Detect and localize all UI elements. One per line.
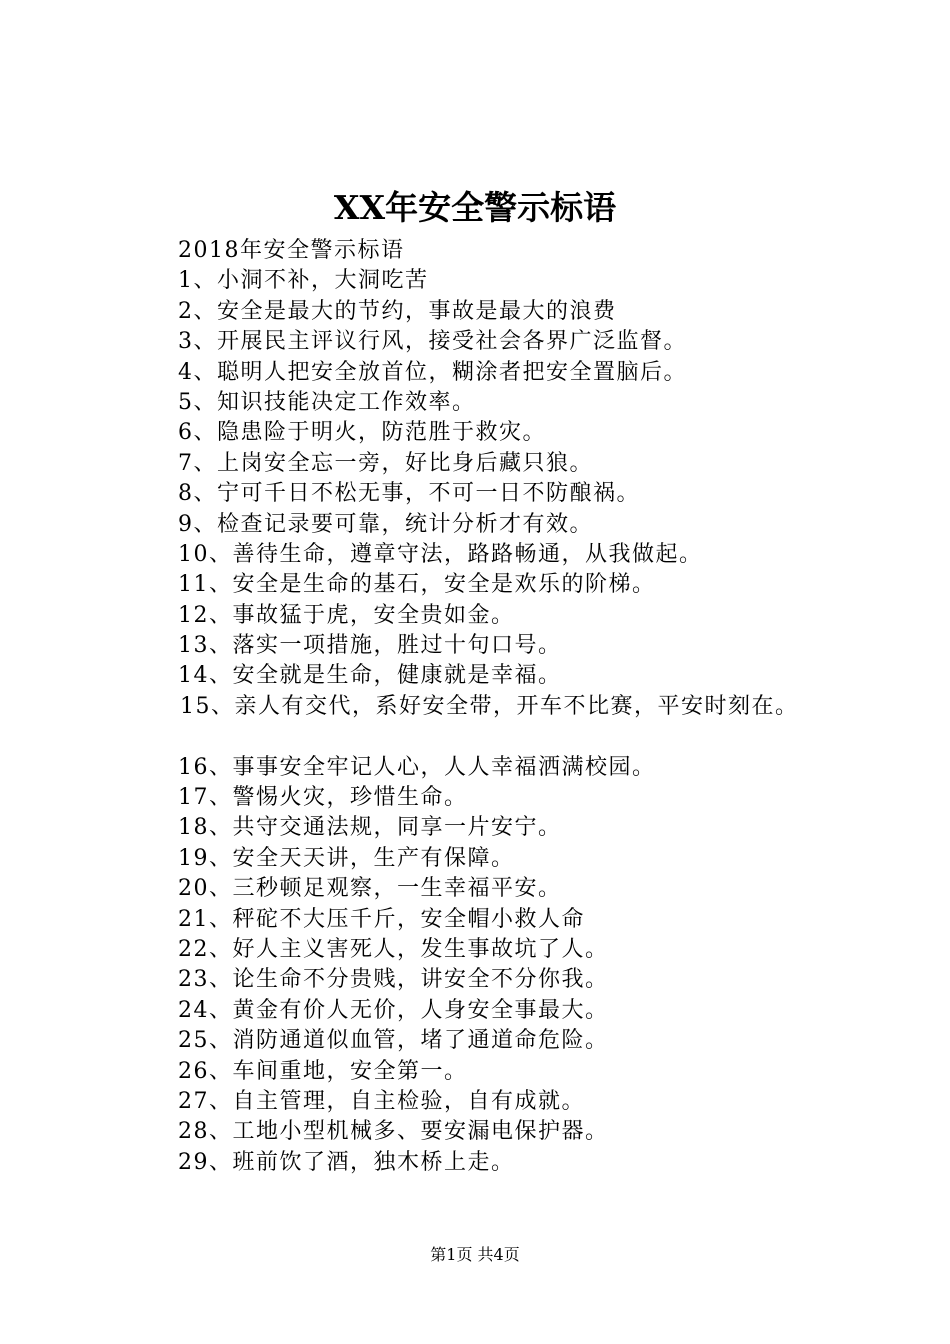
slogan-line: 23、论生命不分贵贱，讲安全不分你我。 (178, 967, 609, 993)
slogan-line: 12、事故猛于虎，安全贵如金。 (178, 602, 515, 628)
slogan-line: 22、好人主义害死人，发生事故坑了人。 (178, 936, 609, 962)
slogan-line: 21、秤砣不大压千斤，安全帽小救人命 (178, 906, 585, 932)
slogan-line: 27、自主管理，自主检验，自有成就。 (178, 1088, 585, 1114)
slogan-line: 9、检查记录要可靠，统计分析才有效。 (178, 511, 593, 537)
slogan-line: 2、安全是最大的节约，事故是最大的浪费 (178, 298, 617, 324)
slogan-line: 3、开展民主评议行风，接受社会各界广泛监督。 (178, 329, 687, 355)
slogan-list (178, 236, 878, 1178)
slogan-line: 10、善待生命，遵章守法，路路畅通，从我做起。 (178, 541, 703, 567)
slogan-line: 25、消防通道似血管，堵了通道命危险。 (178, 1028, 609, 1054)
slogan-line: 17、警惕火灾，珍惜生命。 (178, 785, 468, 811)
slogan-line: 8、宁可千日不松无事，不可一日不防酿祸。 (178, 481, 640, 507)
slogan-line: 14、安全就是生命，健康就是幸福。 (178, 663, 562, 689)
slogan-line: 26、车间重地，安全第一。 (178, 1058, 468, 1084)
document-title: XX年安全警示标语 (333, 188, 617, 227)
slogan-line: 5、知识技能决定工作效率。 (178, 389, 476, 415)
slogan-line: 11、安全是生命的基石，安全是欢乐的阶梯。 (178, 572, 656, 598)
slogan-line: 28、工地小型机械多、要安漏电保护器。 (178, 1119, 609, 1145)
slogan-line: 13、落实一项措施，胜过十句口号。 (178, 633, 562, 659)
slogan-line: 29、班前饮了酒，独木桥上走。 (178, 1149, 515, 1175)
slogan-line: 4、聪明人把安全放首位，糊涂者把安全置脑后。 (178, 359, 687, 385)
slogan-line: 24、黄金有价人无价，人身安全事最大。 (178, 997, 609, 1023)
page-footer: 第1页 共4页 (430, 1245, 520, 1264)
slogan-line: 7、上岗安全忘一旁，好比身后藏只狼。 (178, 450, 593, 476)
slogan-line: 19、安全天天讲，生产有保障。 (178, 845, 515, 871)
slogan-line: 1、小洞不补，大洞吃苦 (178, 268, 429, 294)
slogan-line: 20、三秒顿足观察，一生幸福平安。 (178, 876, 562, 902)
slogan-line: 18、共守交通法规，同享一片安宁。 (178, 815, 562, 841)
document-subtitle: 2018年安全警示标语 (178, 238, 405, 263)
slogan-line: 16、事事安全牢记人心，人人幸福洒满校园。 (178, 754, 656, 780)
slogan-line: 15、亲人有交代，系好安全带，开车不比赛，平安时刻在。 (180, 693, 799, 719)
slogan-line: 6、隐患险于明火，防范胜于救灾。 (178, 420, 546, 446)
blank-line (178, 722, 878, 752)
